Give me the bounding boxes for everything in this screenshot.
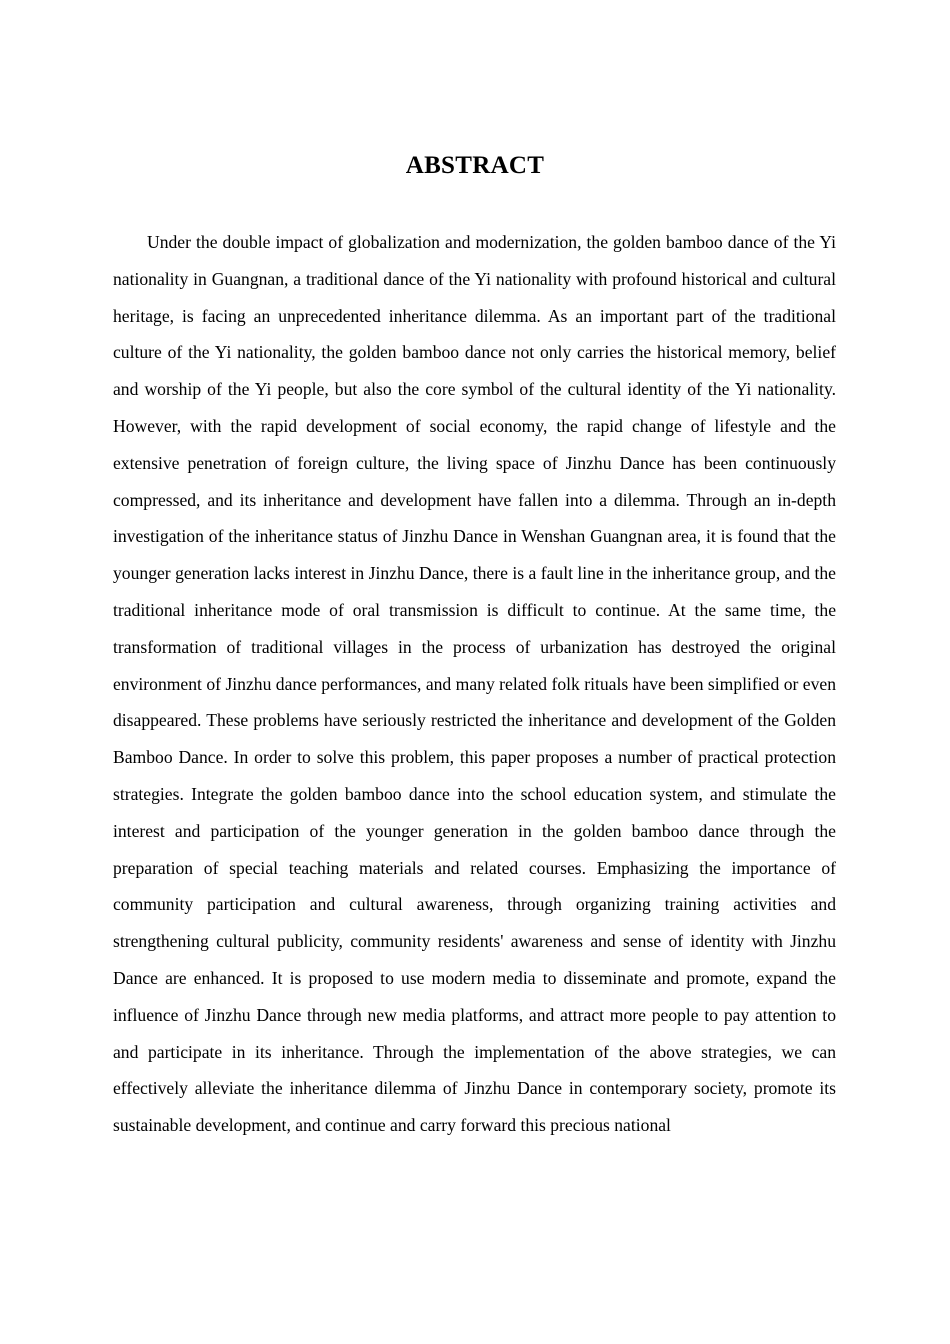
page-title: ABSTRACT — [405, 152, 545, 179]
abstract-paragraph: Under the double impact of globalization and modernization, the golden bamboo dance of the Yi nationality in Guangnan, a traditional dance of the Yi nationality with profound historical and cultural heritage, is facing an unprecedented inheritance dilemma. As an important part of the traditional culture of the Yi nationality, the golden bamboo dance not only carries the historical memory, belief and worship of the Yi people, but also the core symbol of the cultural identity of the Yi nationality. However, with the rapid development of social economy, the rapid change of lifestyle and the extensive penetration of foreign culture, the living space of Jinzhu Dance has been continuously compressed, and its inheritance and development have fallen into a dilemma. Through an in-depth investigation of the inheritance status of Jinzhu Dance in Wenshan Guangnan area, it is found that the younger generation lacks interest in Jinzhu Dance, there is a fault line in the inheritance group, and the traditional inheritance mode of oral transmission is difficult to continue. At the same time, the transformation of traditional villages in the process of urbanization has destroyed the original environment of Jinzhu dance performances, and many related folk rituals have been simplified or even disappeared. These problems have seriously restricted the inheritance and development of the Golden Bamboo Dance. In order to solve this problem, this paper proposes a number of practical protection strategies. Integrate the golden bamboo dance into the school education system, and stimulate the interest and participation of the younger generation in the golden bamboo dance through the preparation of special teaching materials and related courses. Emphasizing the importance of community participation and cultural awareness, through organizing training activities and strengthening cultural publicity, community residents' awareness and sense of identity with Jinzhu Dance are enhanced. It is proposed to use modern media to disseminate and promote, expand the influence of Jinzhu Dance through new media platforms, and attract more people to pay attention to and participate in its inheritance. Through the implementation of the above strategies, we can effectively alleviate the inheritance dilemma of Jinzhu Dance in contemporary society, promote its sustainable development, and continue and carry forward this precious national — [113, 232, 836, 1136]
